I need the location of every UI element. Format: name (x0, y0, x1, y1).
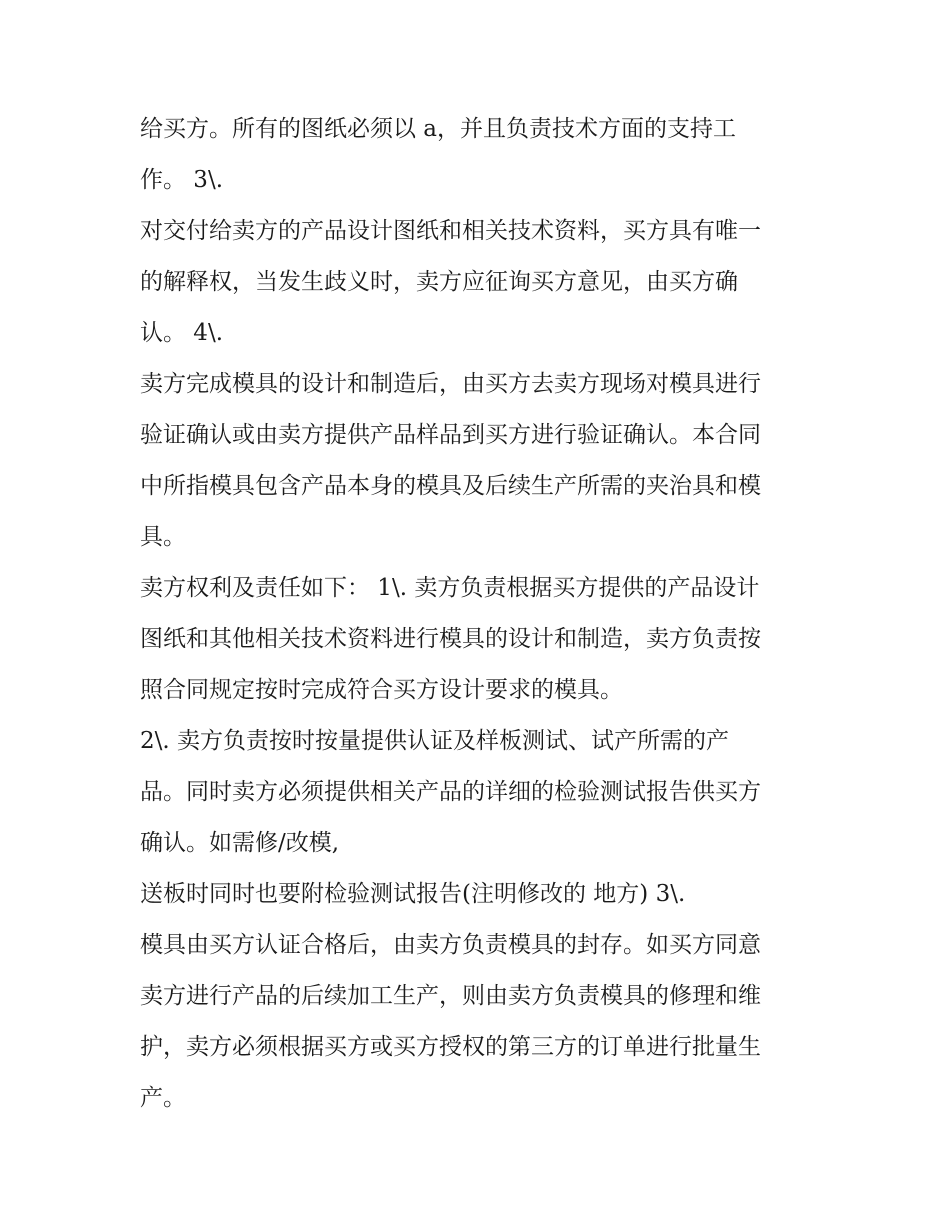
text-line: 品。同时卖方必须提供相关产品的详细的检验测试报告供买方 (140, 779, 761, 805)
text-line: 验证确认或由卖方提供产品样品到买方进行验证确认。本合同 (140, 422, 761, 448)
text-line: 对交付给卖方的产品设计图纸和相关技术资料，买方具有唯一 (140, 218, 761, 244)
text-line: 送板时同时也要附检验测试报告(注明修改的 地方) 3\. (140, 881, 686, 907)
text-line: 具。 (140, 524, 186, 550)
text-line: 给买方。所有的图纸必须以 a，并且负责技术方面的支持工 (140, 116, 737, 142)
text-line: 卖方完成模具的设计和制造后，由买方去卖方现场对模具进行 (140, 371, 761, 397)
text-line: 确认。如需修/改模, (140, 830, 340, 856)
text-line: 中所指模具包含产品本身的模具及后续生产所需的夹治具和模 (140, 473, 761, 499)
text-line: 卖方进行产品的后续加工生产，则由卖方负责模具的修理和维 (140, 983, 761, 1009)
text-line: 照合同规定按时完成符合买方设计要求的模具。 (140, 677, 623, 703)
contract-text (140, 104, 820, 1124)
text-line: 产。 (140, 1085, 186, 1111)
text-line: 模具由买方认证合格后，由卖方负责模具的封存。如买方同意 (140, 932, 761, 958)
text-line: 的解释权，当发生歧义时，卖方应征询买方意见，由买方确 (140, 269, 738, 295)
text-line: 图纸和其他相关技术资料进行模具的设计和制造，卖方负责按 (140, 626, 761, 652)
text-line: 卖方权利及责任如下： 1\. 卖方负责根据买方提供的产品设计 (140, 575, 760, 601)
text-line: 2\. 卖方负责按时按量提供认证及样板测试、试产所需的产 (140, 728, 730, 754)
text-line: 认。 4\. (140, 320, 224, 346)
text-line: 护，卖方必须根据买方或买方授权的第三方的订单进行批量生 (140, 1034, 761, 1060)
text-line: 作。 3\. (140, 167, 224, 193)
